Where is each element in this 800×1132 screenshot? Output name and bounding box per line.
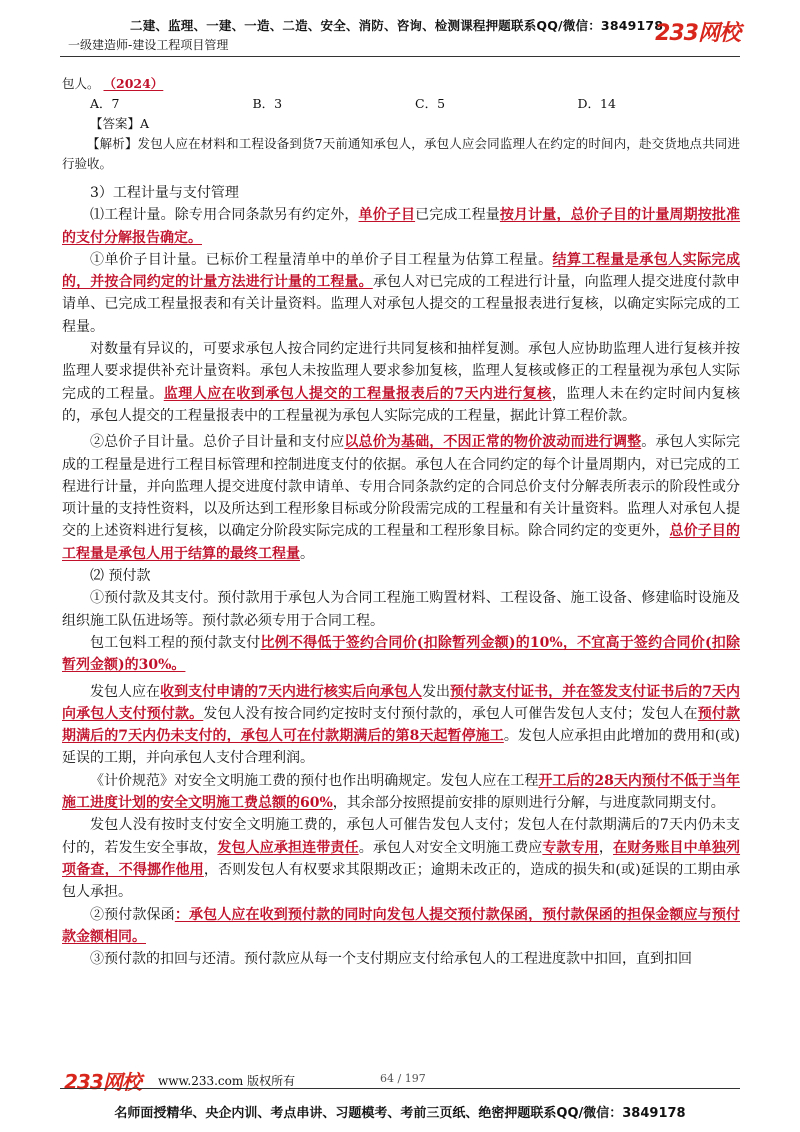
- header-divider: [60, 56, 740, 57]
- footer-contact-line: 名师面授精华、央企内训、考点串讲、习题模考、考前三页纸、绝密押题联系QQ/微信：3849178: [114, 1106, 686, 1121]
- header-logo: 233网校: [655, 21, 740, 46]
- subsection-advance-payment: ⑵ 预付款: [90, 568, 151, 585]
- option-b: B．3: [252, 96, 283, 111]
- paragraph-review: 对数量有异议的，可要求承包人按合同约定进行共同复核和抽样复测。承包人应协助监理人进行复核并按监理人要求提供补充计量资料。承包人未按监理人要求参加复核，监理人复核或修正的工程量视为承包人实际完成的工程量。监理人应在收到承包人提交的工程量报表后的7天内进行复核，监理人未在约定时间内复核的，承包人提交的工程量报表中的工程量视为承包人实际完成的工程量，据此计算工程价款。: [62, 341, 741, 424]
- paragraph-advance-timing: 发包人应在收到支付申请的7天内进行核实后向承包人发出预付款支付证书，并在签发支付证书后的7天内向承包人支付预付款。发包人没有按合同约定按时支付预付款的，承包人可催告发包人支付；发包人在预付款期满后的7天内仍未支付的，承包人可在付款期满后的第8天起暂停施工。发包人应承担由此增加的费用和(或)延误的工期，并向承包人支付合理利润。: [62, 683, 741, 767]
- footer-logo: 233网校: [64, 1070, 141, 1094]
- section-title: 3）工程计量与支付管理: [90, 185, 239, 201]
- paragraph-safety-fee: 《计价规范》对安全文明施工费的预付也作出明确规定。发包人应在工程开工后的28天内预付不低于当年施工进度计划的安全文明施工费总额的60%，其余部分按照提前安排的原则进行分解，与进度款同期支付。: [62, 772, 741, 812]
- question-options: [62, 94, 740, 114]
- answer: 【答案】A: [90, 116, 150, 131]
- paragraph-advance-use: ①预付款及其支付。预付款用于承包人为合同工程施工购置材料、工程设备、施工设备、修建临时设施及组织施工队伍进场等。预付款必须专用于合同工程。: [62, 590, 740, 629]
- paragraph-unit-price: ①单价子目计量。已标价工程量清单中的单价子目工程量为估算工程量。结算工程量是承包人实际完成的，并按合同约定的计量方法进行计量的工程量。承包人对已完成的工程进行计量，向监理人提交进度付款申请单、已完成工程量报表和有关计量资料。监理人对承包人提交的工程量报表进行复核，以确定实际完成的工程量。: [62, 251, 741, 335]
- header-contact-line: 二建、监理、一建、一造、二造、安全、消防、咨询、检测课程押题联系QQ/微信：3849178: [130, 18, 664, 33]
- option-a: A．7: [90, 96, 120, 111]
- option-d: D．14: [577, 96, 616, 111]
- paragraph-advance-guarantee: ②预付款保函：承包人应在收到预付款的同时向发包人提交预付款保函，预付款保函的担保金额应与预付款金额相同。: [62, 906, 741, 945]
- page-header: [60, 12, 740, 56]
- option-c: C．5: [415, 96, 446, 111]
- document-body: [62, 74, 740, 970]
- paragraph-lump-sum: ②总价子目计量。总价子目计量和支付应以总价为基础，不因正常的物价波动而进行调整。承包人实际完成的工程量是进行工程目标管理和控制进度支付的依据。承包人在合同约定的每个计量周期内，对已完成的工程进行计量，并向监理人提交进度付款申请单、专用合同条款约定的合同总价支付分解表所表示的阶段性或分项计量的支持性资料，以及所达到工程形象目标或分阶段需完成的工程量和有关计量资料。监理人对承包人提交的上述资料进行复核，以确定分阶段实际完成的工程量和工程形象目标。除合同约定的变更外，总价子目的工程量是承包人用于结算的最终工程量。: [62, 434, 741, 562]
- question-stem-tail: 包人。 （2024）: [62, 76, 164, 91]
- question-year: （2024）: [103, 76, 164, 91]
- paragraph-advance-ratio: 包工包料工程的预付款支付比例不得低于签约合同价(扣除暂列金额)的10%，不宜高于签约合同价(扣除暂列金额)的30%。: [62, 634, 741, 674]
- paragraph-safety-fee-late: 发包人没有按时支付安全文明施工费的，承包人可催告发包人支付；发包人在付款期满后的7天内仍未支付的，若发生安全事故，发包人应承担连带责任。承包人对安全文明施工费应专款专用，在财务账目中单独列项备查，不得挪作他用，否则发包人有权要求其限期改正；逾期未改正的，造成的损失和(或)延误的工期由承包人承担。: [62, 817, 741, 901]
- analysis: 【解析】发包人应在材料和工程设备到货7天前通知承包人，承包人应会同监理人在约定的时间内，赴交货地点共同进行验收。: [62, 136, 740, 171]
- paragraph-measurement: ⑴工程计量。除专用合同条款另有约定外，单价子目已完成工程量按月计量，总价子目的计量周期按批准的支付分解报告确定。: [62, 207, 741, 246]
- header-subject: 一级建造师-建设工程项目管理: [68, 38, 229, 52]
- footer-site: www.233.com 版权所有: [158, 1074, 296, 1088]
- paragraph-advance-deduction: ③预付款的扣回与还清。预付款应从每一个支付期应支付给承包人的工程进度款中扣回，直到扣回: [90, 951, 692, 968]
- footer-divider: [60, 1088, 740, 1089]
- page-number: 64 / 197: [380, 1072, 426, 1085]
